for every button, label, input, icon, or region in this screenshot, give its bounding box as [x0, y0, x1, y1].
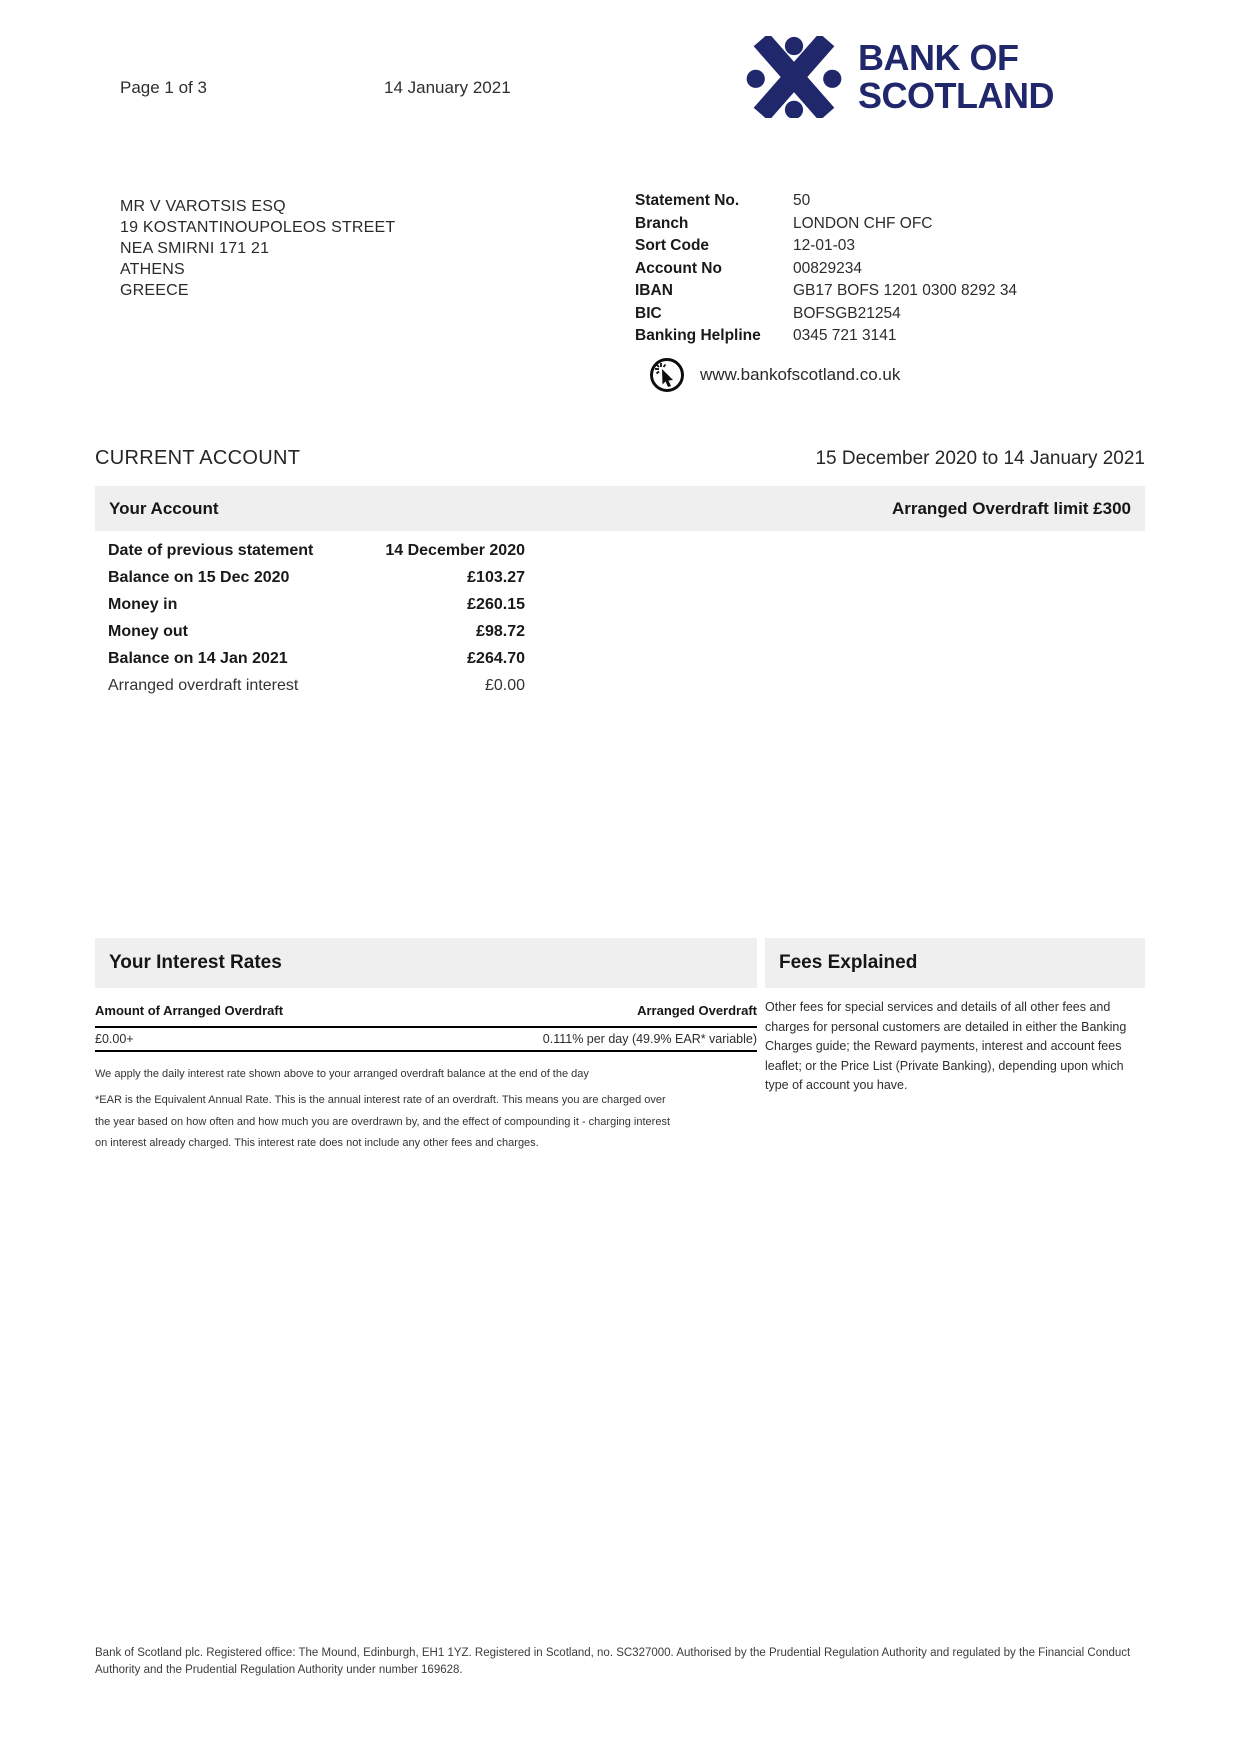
address-line: 19 KOSTANTINOUPOLEOS STREET — [120, 219, 396, 236]
legal-footer: Bank of Scotland plc. Registered office: The Mound, Edinburgh, EH1 1YZ. Registered in Scotland, no. SC327000. Authorised by the Prudential Regulation Authority and regulated by the Financial Conduct Authority and the Prudential Regulation Authority under number 169628. — [95, 1647, 1131, 1676]
fees-explained-title: Fees Explained — [779, 952, 918, 973]
logo-wordmark — [858, 39, 1054, 115]
current-account-heading — [95, 447, 1145, 470]
summary-row — [95, 645, 525, 672]
bic: BOFSGB21254 — [793, 304, 901, 322]
website-link[interactable]: www.bankofscotland.co.uk — [700, 365, 901, 384]
summary-label: Arranged overdraft interest — [108, 677, 299, 694]
website-row — [648, 356, 900, 394]
summary-row — [95, 618, 525, 645]
summary-value: £260.15 — [467, 596, 525, 613]
interest-rates-title: Your Interest Rates — [109, 952, 282, 973]
col-rate-header: Arranged Overdraft — [637, 1003, 757, 1018]
summary-row — [95, 537, 525, 564]
info-label: BIC — [635, 304, 662, 322]
iban: GB17 BOFS 1201 0300 8292 34 — [793, 282, 1018, 299]
info-label: Statement No. — [635, 192, 740, 209]
banking-helpline-number: 0345 721 3141 — [793, 327, 897, 344]
statement-info-row — [635, 235, 1145, 258]
statement-period: 15 December 2020 to 14 January 2021 — [815, 448, 1145, 469]
fees-explained-body: Other fees for special services and details of all other fees and charges for personal customers are detailed in either the Banking Charges guide; the Reward payments, interest and account fees leaflet; or the Price List (Private Banking), depending upon which type of account you have. — [765, 1000, 1127, 1092]
address-line: NEA SMIRNI 171 21 — [120, 240, 270, 257]
summary-value: £264.70 — [467, 650, 525, 667]
address-line: MR V VAROTSIS ESQ — [120, 198, 286, 215]
summary-label: Money out — [108, 623, 188, 640]
info-label: Sort Code — [635, 237, 710, 254]
saltire-icon — [742, 36, 846, 118]
info-label: Banking Helpline — [635, 327, 761, 344]
info-label: Branch — [635, 214, 689, 232]
recipient-address — [120, 196, 395, 301]
summary-row — [95, 564, 525, 591]
summary-label: Balance on 15 Dec 2020 — [108, 569, 290, 586]
your-account-band — [95, 486, 1145, 531]
col-amount-header: Amount of Arranged Overdraft — [95, 1003, 284, 1018]
statement-date: 14 January 2021 — [384, 78, 511, 97]
logo-line2: SCOTLAND — [858, 75, 1054, 116]
overdraft-limit-label: Arranged Overdraft limit £300 — [891, 498, 1131, 518]
info-label: Account No — [635, 259, 722, 277]
interest-rates-band — [95, 938, 757, 988]
account-number: 00829234 — [793, 259, 862, 277]
click-cursor-icon — [648, 356, 686, 394]
summary-value: 14 December 2020 — [385, 542, 525, 559]
ear-explanation: *EAR is the Equivalent Annual Rate. This is the annual interest rate of an overdraft. This means you are charged over the year based on how often and how much you are overdrawn by, and the effect of compounding it - charging interest on interest already charged. This interest rate does not include any other fees and charges. — [95, 1094, 671, 1149]
info-label: IBAN — [635, 282, 673, 299]
summary-value: £103.27 — [467, 569, 525, 586]
sort-code: 12-01-03 — [793, 237, 856, 254]
statement-info-row — [635, 280, 1145, 303]
summary-row — [95, 591, 525, 618]
interest-table-header — [95, 1003, 757, 1026]
statement-info-row — [635, 213, 1145, 236]
account-summary — [95, 537, 525, 699]
overdraft-rate: 0.111% per day (49.9% EAR* variable) — [542, 1032, 757, 1046]
interest-rates-table — [95, 1003, 757, 1052]
statement-info-block — [635, 190, 1145, 348]
logo-line1: BANK OF — [858, 37, 1019, 78]
statement-number: 50 — [793, 192, 811, 209]
fees-explained-band — [765, 938, 1145, 988]
bank-of-scotland-logo — [742, 36, 1054, 118]
summary-label: Date of previous statement — [108, 542, 314, 559]
branch-name: LONDON CHF OFC — [793, 214, 933, 232]
address-line: GREECE — [120, 282, 189, 299]
summary-label: Balance on 14 Jan 2021 — [108, 650, 288, 667]
summary-label: Money in — [108, 596, 178, 613]
interest-table-row — [95, 1026, 757, 1052]
summary-value: £0.00 — [484, 677, 525, 694]
summary-row — [95, 672, 525, 699]
page-indicator: Page 1 of 3 — [120, 78, 207, 97]
summary-value: £98.72 — [476, 623, 525, 640]
address-line: ATHENS — [120, 261, 185, 278]
your-account-label: Your Account — [109, 498, 219, 518]
interest-note: We apply the daily interest rate shown above to your arranged overdraft balance at the end of the day — [95, 1068, 589, 1080]
statement-info-row — [635, 258, 1145, 281]
statement-info-row — [635, 325, 1145, 348]
account-type-title: CURRENT ACCOUNT — [95, 447, 301, 469]
overdraft-amount: £0.00+ — [95, 1032, 134, 1046]
statement-info-row — [635, 303, 1145, 326]
statement-info-row — [635, 190, 1145, 213]
